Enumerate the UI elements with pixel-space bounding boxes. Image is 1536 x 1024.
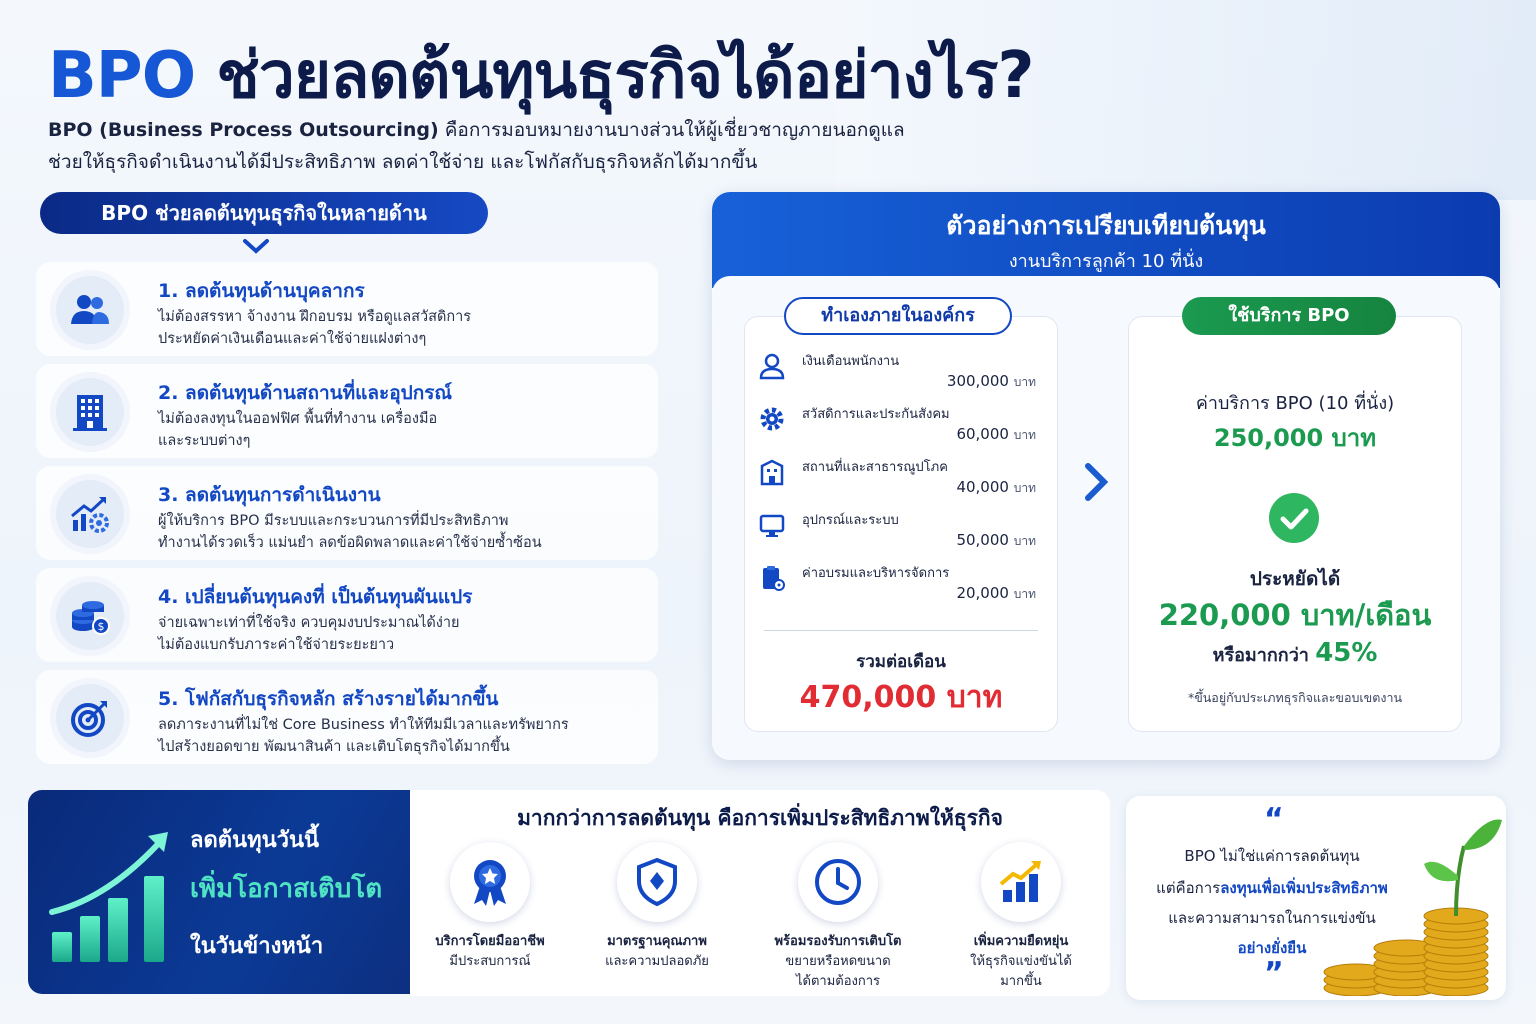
chevron-right-icon xyxy=(1082,462,1110,502)
quote-card: “ BPO ไม่ใช่แค่การลดต้นทุน แต่คือการลงทุนเพื่อเพิ่มประสิทธิภาพ และความสามารถในการแข่งขัน อย่างยั่งยืน ” xyxy=(1126,796,1506,1000)
award-badge-icon xyxy=(450,842,530,922)
bpo-fee-label: ค่าบริการ BPO (10 ที่นั่ง) xyxy=(1195,393,1395,414)
benefit-item-core-focus: 5. โฟกัสกับธุรกิจหลัก สร้างรายได้มากขึ้น ลดภาระงานที่ไม่ใช่ Core Business ทำให้ทีมมีเวลาและทรัพยากร ไปสร้างยอดขาย พัฒนาสินค้า และเติบโตธุรกิจได้มากขึ้น xyxy=(36,670,658,764)
feature-professional: บริการโดยมืออาชีพ มีประสบการณ์ xyxy=(415,842,565,972)
efficiency-title: มากกว่าการลดต้นทุน คือการเพิ่มประสิทธิภาพให้ธุรกิจ xyxy=(517,806,1003,830)
efficiency-panel xyxy=(410,790,1110,996)
feature-scalable: พร้อมรองรับการเติบโต ขยายหรือหดขนาด ได้ตามต้องการ xyxy=(763,842,913,992)
footnote: *ขึ้นอยู่กับประเภทธุรกิจและขอบเขตงาน xyxy=(1187,690,1403,705)
office-icon xyxy=(758,458,786,486)
intro-text: BPO (Business Process Outsourcing) คือการมอบหมายงานบางส่วนให้ผู้เชี่ยวชาญภายนอกดูแล ช่วยให้ธุรกิจดำเนินงานได้มีประสิทธิภาพ ลดค่าใช้จ่าย และโฟกัสกับธุรกิจหลักได้มากขึ้น xyxy=(48,119,905,173)
growth-chart-icon xyxy=(48,826,188,966)
feature-flexibility: เพิ่มความยืดหยุ่น ให้ธุรกิจแข่งขันได้ มากขึ้น xyxy=(946,842,1096,992)
benefit-item-operation: 3. ลดต้นทุนการดำเนินงาน ผู้ให้บริการ BPO มีระบบและกระบวนการที่มีประสิทธิภาพ ทำงานได้รวดเร็ว แม่นยำ ลดข้อผิดพลาดและค่าใช้จ่ายซ้ำซ้อน xyxy=(36,466,658,560)
bar-growth-icon xyxy=(981,842,1061,922)
cost-row-equipment: อุปกรณ์และระบบ 50,000 บาท xyxy=(758,507,1048,557)
cost-row-salary: เงินเดือนพนักงาน 300,000 บาท xyxy=(758,348,1048,398)
feature-quality: มาตรฐานคุณภาพ และความปลอดภัย xyxy=(582,842,732,972)
target-icon xyxy=(50,678,130,758)
monitor-icon xyxy=(758,511,786,539)
benefit-item-variable-cost: $ 4. เปลี่ยนต้นทุนคงที่ เป็นต้นทุนผันแปร จ่ายเฉพาะเท่าที่ใช้จริง ควบคุมงบประมาณได้ง่าย ไม่ต้องแบกรับภาระค่าใช้จ่ายระยะยาว xyxy=(36,568,658,662)
chevron-down-icon xyxy=(242,238,270,254)
people-icon xyxy=(50,270,130,350)
quote-open-icon: “ xyxy=(1264,802,1284,837)
coins-icon xyxy=(50,576,130,656)
total-value: 470,000 บาท xyxy=(799,680,1003,715)
inhouse-label: ทำเองภายในองค์กร xyxy=(784,297,1012,335)
bpo-label: ใช้บริการ BPO xyxy=(1182,297,1396,335)
cost-comparison-card xyxy=(712,192,1500,760)
quote-close-icon: ” xyxy=(1264,956,1284,991)
cost-row-facility: สถานที่และสาธารณูปโภค 40,000 บาท xyxy=(758,454,1048,504)
benefits-heading: BPO ช่วยลดต้นทุนธุรกิจในหลายด้าน xyxy=(40,192,488,234)
total-label: รวมต่อเดือน xyxy=(856,652,946,672)
savings-value: 220,000 บาท/เดือน xyxy=(1158,598,1432,632)
divider xyxy=(764,630,1038,631)
page-title: BPO ช่วยลดต้นทุนธุรกิจได้อย่างไร? xyxy=(48,39,1034,113)
building-icon xyxy=(50,372,130,452)
clock-icon xyxy=(798,842,878,922)
coins-plant-icon xyxy=(1316,806,1506,996)
person-icon xyxy=(758,352,786,380)
benefit-item-staff: 1. ลดต้นทุนด้านบุคลากร ไม่ต้องสรรหา จ้างงาน ฝึกอบรม หรือดูแลสวัสดิการ ประหยัดค่าเงินเดือนและค่าใช้จ่ายแฝงต่างๆ xyxy=(36,262,658,356)
savings-label: ประหยัดได้ xyxy=(1249,568,1341,590)
growth-gear-icon xyxy=(50,474,130,554)
cost-row-benefits: สวัสดิการและประกันสังคม 60,000 บาท xyxy=(758,401,1048,451)
benefit-item-facility: 2. ลดต้นทุนด้านสถานที่และอุปกรณ์ ไม่ต้องลงทุนในออฟฟิศ พื้นที่ทำงาน เครื่องมือ และระบบต่างๆ xyxy=(36,364,658,458)
bpo-fee-value: 250,000 บาท xyxy=(1213,424,1377,452)
clipboard-icon xyxy=(758,564,786,592)
comparison-subtitle: งานบริการลูกค้า 10 ที่นั่ง xyxy=(1008,251,1204,272)
comparison-title: ตัวอย่างการเปรียบเทียบต้นทุน xyxy=(946,211,1266,240)
cost-row-training: ค่าอบรมและบริหารจัดการ 20,000 บาท xyxy=(758,560,1048,610)
growth-banner: ลดต้นทุนวันนี้ เพิ่มโอกาสเติบโต ในวันข้างหน้า xyxy=(28,790,412,994)
savings-percent: หรือมากกว่า 45% xyxy=(1212,638,1378,668)
gear-icon xyxy=(758,405,786,433)
shield-icon xyxy=(617,842,697,922)
check-circle-icon xyxy=(1268,492,1320,544)
svg-text:$: $ xyxy=(97,620,105,633)
